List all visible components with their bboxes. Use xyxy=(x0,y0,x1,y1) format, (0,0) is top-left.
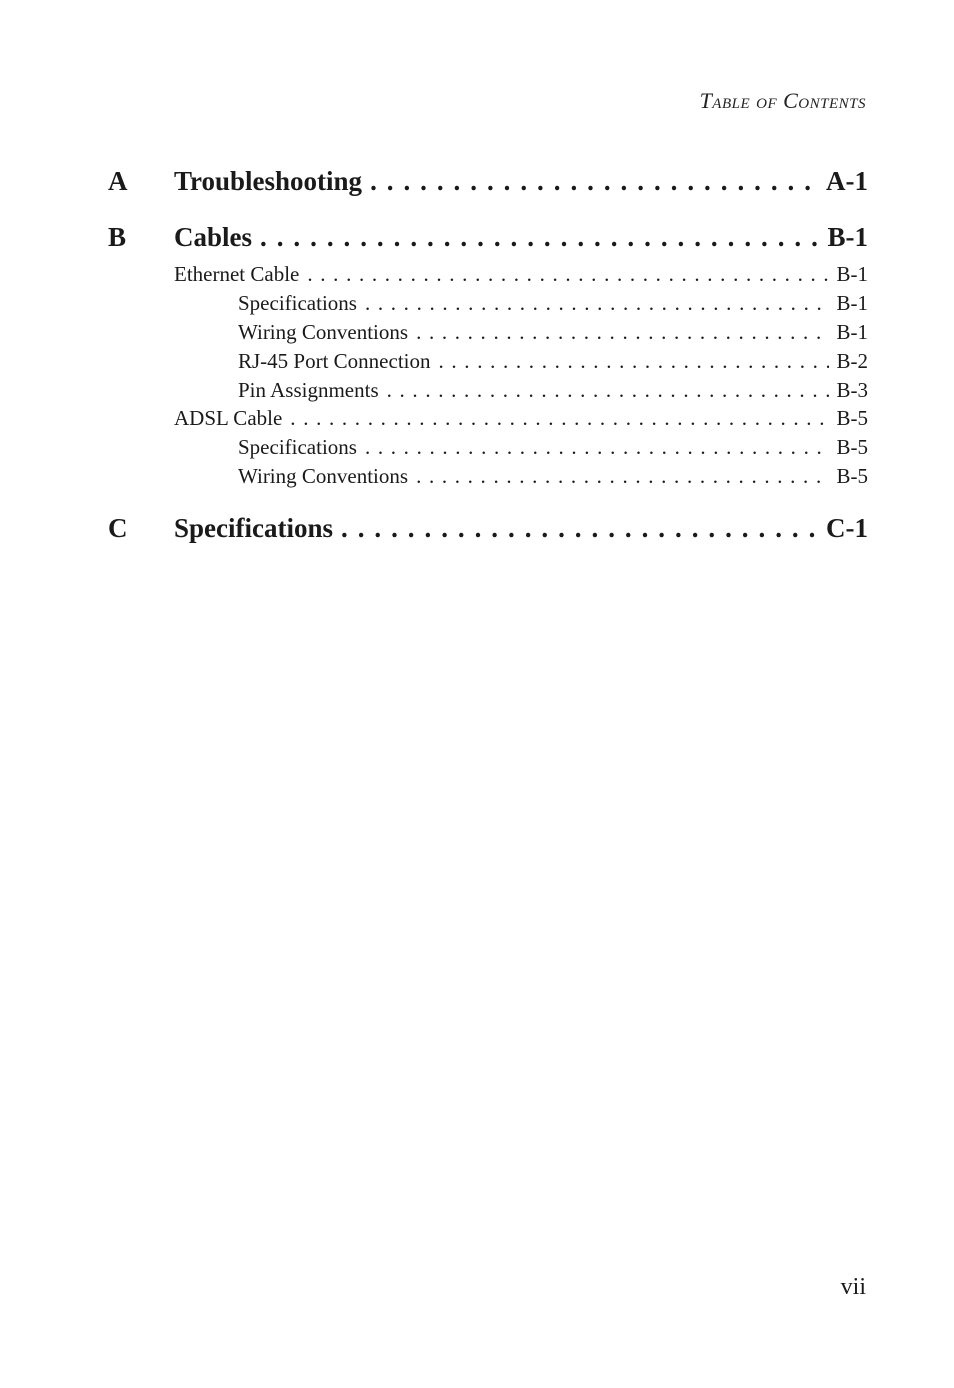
toc-chapter-a[interactable] xyxy=(108,166,868,197)
entry-page: B-1 xyxy=(836,262,868,286)
entry-page: B-1 xyxy=(836,291,868,315)
toc-chapter-b[interactable] xyxy=(108,222,868,253)
toc-subsection-pin-assignments[interactable] xyxy=(238,378,868,403)
page-number: vii xyxy=(840,1274,866,1300)
entry-title: Pin Assignments xyxy=(238,378,379,402)
toc-section-adsl-cable[interactable] xyxy=(174,406,868,431)
dot-leader xyxy=(370,166,818,197)
toc-subsection-adsl-wiring-conventions[interactable] xyxy=(238,464,868,489)
toc-section-ethernet-cable[interactable] xyxy=(174,262,868,287)
entry-title: RJ-45 Port Connection xyxy=(238,349,431,373)
dot-leader xyxy=(260,222,819,253)
chapter-page: A-1 xyxy=(826,166,868,196)
entry-title: Specifications xyxy=(238,435,357,459)
running-header: Table of Contents xyxy=(699,88,866,113)
dot-leader xyxy=(290,406,828,431)
dot-leader xyxy=(387,378,829,403)
chapter-title: Cables xyxy=(174,222,253,252)
dot-leader xyxy=(416,320,828,345)
toc-subsection-adsl-specifications[interactable] xyxy=(238,435,868,460)
entry-title: Specifications xyxy=(238,291,357,315)
toc-subsection-rj45-port-connection[interactable] xyxy=(238,349,868,374)
entry-page: B-3 xyxy=(836,378,868,402)
entry-title: Wiring Conventions xyxy=(238,320,409,344)
toc-chapter-c[interactable] xyxy=(108,513,868,544)
dot-leader xyxy=(307,262,828,287)
toc-subsection-ethernet-specifications[interactable] xyxy=(238,291,868,316)
chapter-page: C-1 xyxy=(826,513,868,543)
entry-title: Ethernet Cable xyxy=(174,262,300,286)
entry-page: B-2 xyxy=(836,349,868,373)
dot-leader xyxy=(365,435,829,460)
toc-subsection-ethernet-wiring-conventions[interactable] xyxy=(238,320,868,345)
dot-leader xyxy=(365,291,829,316)
chapter-title: Troubleshooting xyxy=(174,166,363,196)
entry-title: ADSL Cable xyxy=(174,406,283,430)
dot-leader xyxy=(341,513,818,544)
entry-page: B-1 xyxy=(836,320,868,344)
chapter-letter: C xyxy=(108,513,128,543)
entry-title: Wiring Conventions xyxy=(238,464,409,488)
entry-page: B-5 xyxy=(836,435,868,459)
chapter-letter: B xyxy=(108,222,127,252)
chapter-title: Specifications xyxy=(174,513,333,543)
entry-page: B-5 xyxy=(836,464,868,488)
dot-leader xyxy=(439,349,829,374)
entry-page: B-5 xyxy=(836,406,868,430)
chapter-page: B-1 xyxy=(827,222,868,252)
chapter-letter: A xyxy=(108,166,128,196)
dot-leader xyxy=(416,464,828,489)
